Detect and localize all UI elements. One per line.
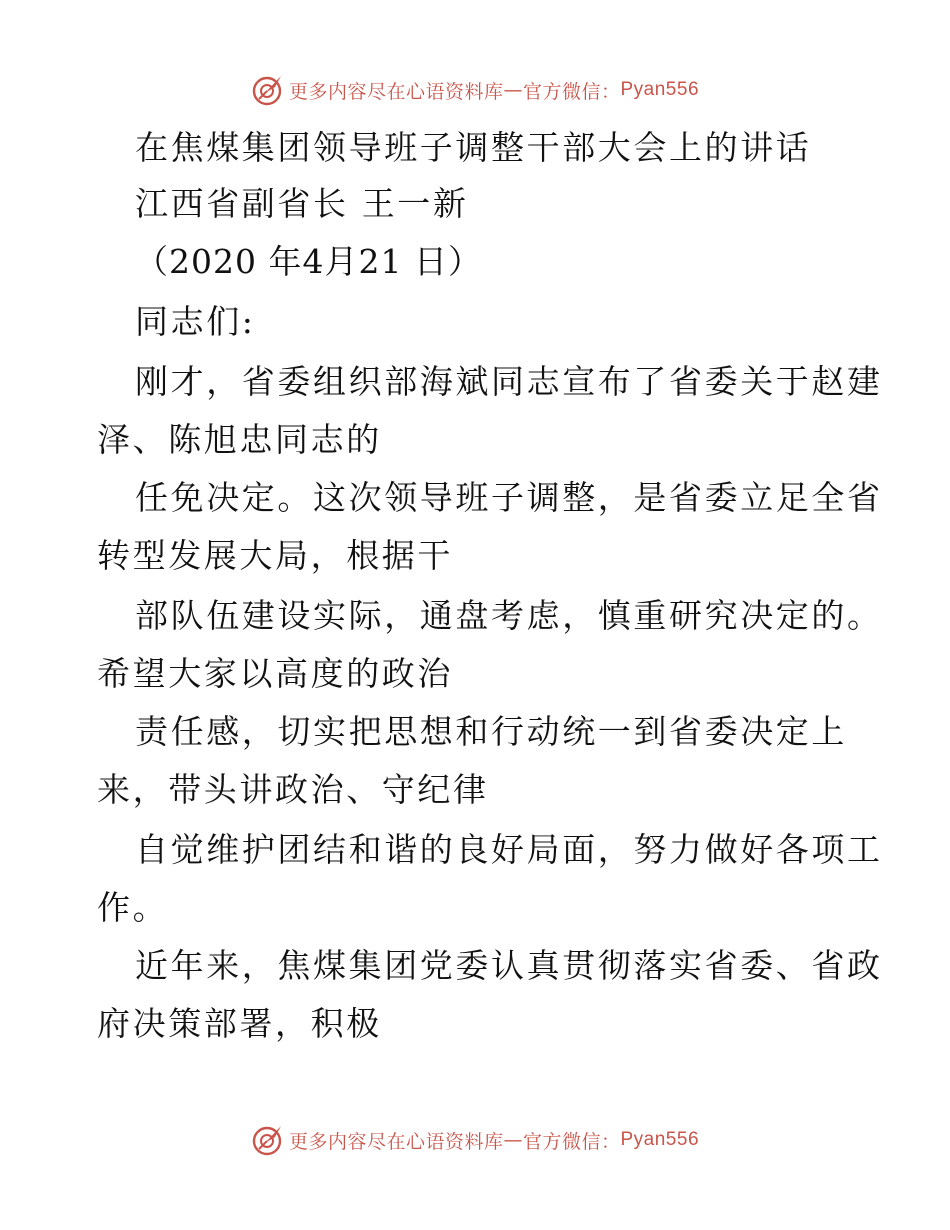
watermark-header [0,70,950,110]
paragraph-4-line-1: 责任感，切实把思想和行动统一到省委决定上 [135,712,847,751]
paragraph-1-line-2: 泽、陈旭忠同志的 [97,420,382,459]
watermark-footer [0,1120,950,1160]
paragraph-3-line-1: 部队伍建设实际，通盘考虑，慎重研究决定的。 [135,596,883,635]
paragraph-6-line-2: 府决策部署，积极 [97,1004,382,1043]
watermark-official-label: 官方微信： [522,80,621,103]
quill-logo-icon [251,1123,285,1157]
watermark-official-label: 官方微信： [522,1130,621,1153]
paragraph-6-line-1: 近年来，焦煤集团党委认真贯彻落实省委、省政 [135,946,883,985]
paragraph-2-line-2: 转型发展大局，根据干 [97,536,453,575]
paragraph-2-line-1: 任免决定。这次领导班子调整，是省委立足全省 [135,478,883,517]
paragraph-3-line-2: 希望大家以高度的政治 [97,654,453,693]
document-salutation: 同志们: [135,302,256,341]
watermark-separator: — [503,1129,523,1151]
paragraph-4-line-2: 来，带头讲政治、守纪律 [97,770,489,809]
watermark-text: 更多内容尽在心语资料库 [288,80,504,103]
paragraph-1-line-1: 刚才，省委组织部海斌同志宣布了省委关于赵建 [135,362,883,401]
document-speaker: 江西省副省长 王一新 [135,184,469,223]
document-title: 在焦煤集团领导班子调整干部大会上的讲话 [135,128,812,167]
watermark-text: 更多内容尽在心语资料库 [288,1130,504,1153]
watermark-separator: — [503,79,523,101]
watermark-wechat-id: Pyan556 [620,1129,700,1150]
document-date: （2020 年4月21 日） [135,242,482,281]
paragraph-5-line-2: 作。 [97,888,169,927]
paragraph-5-line-1: 自觉维护团结和谐的良好局面，努力做好各项工 [135,830,883,869]
watermark-wechat-id: Pyan556 [620,79,700,100]
quill-logo-icon [251,73,285,107]
